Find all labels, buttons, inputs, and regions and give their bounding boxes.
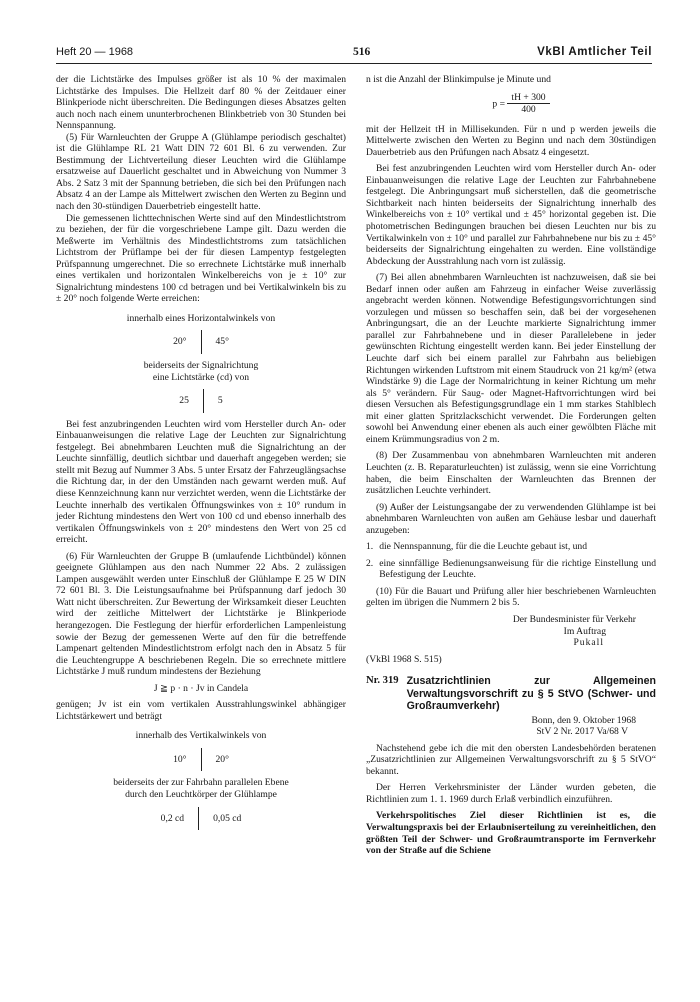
paragraph: (6) Für Warnleuchten der Gruppe B (umlaufende Lichtbündel) können geeignete Glühlampen aus den nach Nummer 22 Abs. 2 zulässigen Lampen ausgewählt werden unter Einschluß der Glühlampe E 25 W DIN 72 601 Bl. 3. Die Leistungsaufnahme bei Prüfspannung darf jedoch 30 Watt nicht überschreiten. Zur Bewertung der Wirksamkeit dieser Leuchten wird der zeitliche Mittelwert der Lichtstärke je Blinkperiode herangezogen. Die Festlegung der hierfür erforderlichen Lampenleistung sowie der Bezug der gemessenen Werte auf den für die betreffende Lampenart geltenden Mindestlichtstrom erfolgt nach den in Absatz 5 für die Leuchtengruppe A beschriebenen Regeln. Die so errechnete mittlere Lichtstärke J muß rundum mindestens der Beziehung	[56, 550, 346, 678]
table-cell: 5	[203, 389, 236, 413]
table-caption: eine Lichtstärke (cd) von	[152, 371, 250, 383]
signature-line: Der Bundesminister für Verkehr	[512, 613, 636, 625]
table-cell: 20°	[173, 336, 187, 348]
paragraph: Der Herren Verkehrsminister der Länder wurden gebeten, die Richtlinien zum 1. 1. 1969 durch Erlaß verbindlich einzuführen.	[366, 782, 656, 805]
table-caption: beiderseits der zur Fahrbahn parallelen Ebene	[113, 777, 289, 789]
formula	[386, 92, 656, 116]
page-header	[56, 46, 652, 64]
table-cell: 0,05 cd	[199, 807, 256, 831]
section-number: Nr. 319	[366, 675, 399, 687]
formula-numerator: tH + 300	[507, 92, 549, 105]
angle-table	[159, 330, 243, 354]
paragraph: Nachstehend gebe ich die mit den obersten Landesbehörden beratenen „Zusatzrichtlinien zur Allgemeinen Verwaltungsvorschrift zu § 5 StVO“ bekannt.	[366, 742, 656, 777]
paragraph: (5) Für Warnleuchten der Gruppe A (Glühlampe periodisch geschaltet) ist die Glühlampe RL 21 Watt DIN 72 601 Bl. 6 zu verwenden. Zur Bestimmung der Lichtverteilung dieser Leuchten wird die Glühlampe ersatzweise auf Dauerlicht geschaltet und in Abweichung von Nummer 3 Abs. 2 Satz 3 mit der Spannung betrieben, die sich bei den Prüfungen nach Absatz 4 an der Lampe als Mittelwert zwischen den Werten zu Beginn und nach den 30-stündigen Dauerbetrieb eingestellt hatte.	[56, 131, 346, 213]
formula-fraction	[507, 92, 549, 116]
table-cell: 25	[179, 395, 189, 407]
table-cell: 0,2 cd	[160, 812, 185, 824]
table-caption: innerhalb des Vertikalwinkels von	[135, 730, 267, 742]
header-rule	[56, 63, 652, 64]
issue-label: Heft 20 — 1968	[56, 46, 134, 58]
formula: J ≧ p · n · Jv in Candela	[153, 682, 249, 694]
formula-lhs: p =	[492, 97, 505, 109]
section-title: Zusatzrichtlinien zur Allgemeinen Verwaltungsvorschrift zu § 5 StVO (Schwer- und Großraumverkehr)	[406, 675, 656, 713]
reference-number: StV 2 Nr. 2017 Va/68 V	[536, 726, 628, 738]
paragraph: (8) Der Zusammenbau von abnehmbaren Warnleuchten mit anderen Leuchten (z. B. Reparaturleuchten) ist zulässig, wenn sie eine Vorrichtung haben, die beim Einschalten der Warnleuchten das Brennen der zusätzlichen Leuchte verhindert.	[366, 450, 656, 497]
paragraph: genügen; Jv ist ein vom vertikalen Ausstrahlungswinkel abhängiger Lichtstärkewert und beträgt	[56, 699, 346, 722]
signature-line: Im Auftrag	[563, 625, 606, 637]
list-item	[366, 541, 656, 553]
date-line: Bonn, den 9. Oktober 1968	[531, 714, 636, 726]
page-number: 516	[353, 46, 371, 58]
paragraph: (7) Bei allen abnehmbaren Warnleuchten ist nachzuweisen, daß sie bei Bedarf innen oder außen am Fahrzeug in einfacher Weise zuverlässig angebracht werden können. Notwendige Befestigungsvorrichtungen sind vorzulegen und müssen so beschaffen sein, daß bei der vorgesehenen Anbringungsart, die an der Leuchte markierte Signalrichtung immer parallel zur Fahrbahnebene und in dieser Parallelebene in jeder gewünschten Richtung eingestellt werden kann. Bei jeder Einstellung der Leuchte darf sich bei einem parallel zur Fahrbahn aus beliebigen Richtungen wirkenden Luftstrom mit einem Staudruck von 21 kg/m² (etwa Windstärke 9) die Lage der Normalrichtung in keiner Richtung um mehr als 5° verändern. Für Saug- oder Magnet-Haftvorrichtungen wird bei diesen Versuchen als Befestigungsgrundlage ein 1 mm starkes Stahlblech mit einer glatten Spritzlackschicht verwendet. Die Forderungen gelten sowohl bei Anwendung einer ebenen als auch einer gewölbten Fläche mit einem Krümmungsradius von 2 m.	[366, 272, 656, 445]
table-cell: 10°	[173, 753, 187, 765]
signature-block	[366, 614, 656, 649]
value-table	[165, 389, 236, 413]
list-text: eine sinnfällige Bedienungsanweisung für die richtige Einstellung und Befestigung der Leuchte.	[379, 557, 656, 581]
paragraph: Verkehrspolitisches Ziel dieser Richtlinien ist es, die Verwaltungspraxis bei der Erlaubniserteilung zu vereinheitlichen, den größten Teil der Schwer- und Großraumtransporte im Fernverkehr von der Straße auf die Schiene	[366, 810, 656, 857]
paragraph: Bei fest anzubringenden Leuchten wird vom Hersteller durch An- oder Einbauanweisungen die relative Lage der Leuchten zur Fahrbahnebene festgelegt. Die Anbringungsart muß sicherstellen, daß die geometrische Sichtbarkeit nach hinten beiderseits der Signalrichtung innerhalb des Winkelbereichs von ± 10° vertikal und ± 45° horizontal gegeben ist. Die photometrischen Bedingungen brauchen bei diesen Leuchten nur bis zu Vertikalwinkeln von ± 10° und parallel zur Fahrbahnebene nur bis zu ± 45° beiderseits der Signalrichtung eingehalten zu werden. Eine vollständige Abdeckung der Ausstrahlung nach vorn ist zulässig.	[366, 163, 656, 267]
paragraph: n ist die Anzahl der Blinkimpulse je Minute und	[366, 74, 551, 85]
list-text: die Nennspannung, für die die Leuchte gebaut ist, und	[379, 541, 588, 553]
right-column	[366, 74, 656, 857]
section-heading	[366, 675, 656, 713]
paragraph: mit der Hellzeit tH in Millisekunden. Für n und p werden jeweils die Mittelwerte zwischen den Werten zu Beginn und nach dem 30stündigen Dauerbetrieb aus den Prüfungen nach Absatz 4 eingesetzt.	[366, 123, 656, 158]
signature-name: Pukall	[573, 637, 604, 649]
table-caption: beiderseits der Signalrichtung	[143, 360, 259, 372]
left-column	[56, 74, 346, 836]
paragraph: Bei fest anzubringenden Leuchten wird vom Hersteller durch An- oder Einbauanweisungen die relative Lage der Leuchten zur Signalrichtung festgelegt. Bei abnehmbaren Leuchten muß die Signalrichtung an der Leuchte sinnfällig, deutlich sichtbar und dauerhaft angegeben werden; sie stellt mit Bezug auf Nummer 3 Abs. 5 unter Ersatz der Fahrzeuglängsachse die Richtung dar, in der den Umständen nach gewarnt werden muß. Auf diese Kennzeichnung kann nur verzichtet werden, wenn die Lichtstärke der Leuchte innerhalb des vertikalen Öffnungswinkes von ± 10° rundum in jeder Richtung mindestens den Wert von 100 cd und ebenso innerhalb des vertikalen Öffnungswinkels von ± 20° mindestens den Wert von 25 cd erreicht.	[56, 418, 346, 546]
table-caption: innerhalb eines Horizontalwinkels von	[126, 312, 276, 324]
publication-title: VkBl Amtlicher Teil	[537, 46, 652, 58]
list-number: 1.	[366, 541, 374, 553]
table-cell: 20°	[201, 748, 243, 772]
table-cell: 45°	[201, 330, 243, 354]
list-item	[366, 558, 656, 581]
paragraph: der die Lichtstärke des Impulses größer ist als 10 % der maximalen Lichtstärke des Impulses. Die Hellzeit darf 80 % der Zeitdauer einer Blinkperiode nicht überschreiten. Die Bedingungen dieses Absatzes gelten auch noch nach einem ununterbrochenen Blinkbetrieb von 30 Stunden bei Nennspannung.	[56, 74, 346, 132]
paragraph: Die gemessenen lichttechnischen Werte sind auf den Mindestlichtstrom zu beziehen, der für die vorgeschriebene Lampe gilt. Dazu werden die Meßwerte im Verhältnis des Mindestlichtstroms zum tatsächlichen Lichtstrom der Prüflampe bei der für diesen Lampentyp festgelegten Prüfspannung umgerechnet. Die so errechnete Lichtstärke muß innerhalb eines vertikalen und horizontalen Winkelbereichs von je ± 10° zur Signalrichtung mindestens 100 cd betragen und bei Vertikalwinkeln bis zu ± 20° noch folgende Werte erreichen:	[56, 212, 346, 305]
list-number: 2.	[366, 557, 374, 569]
value-table	[147, 807, 256, 831]
paragraph: (10) Für die Bauart und Prüfung aller hier beschriebenen Warnleuchten gelten im übrigen die Nummern 2 bis 5.	[366, 585, 656, 609]
paragraph: (9) Außer der Leistungsangabe der zu verwendenden Glühlampe ist bei abnehmbaren Warnleuchten von außen am Gehäuse lesbar und dauerhaft anzugeben:	[366, 501, 656, 536]
reference: (VkBl 1968 S. 515)	[366, 653, 442, 665]
formula-denominator: 400	[521, 104, 536, 116]
angle-table	[159, 748, 243, 772]
table-caption: durch den Leuchtkörper der Glühlampe	[125, 788, 277, 800]
